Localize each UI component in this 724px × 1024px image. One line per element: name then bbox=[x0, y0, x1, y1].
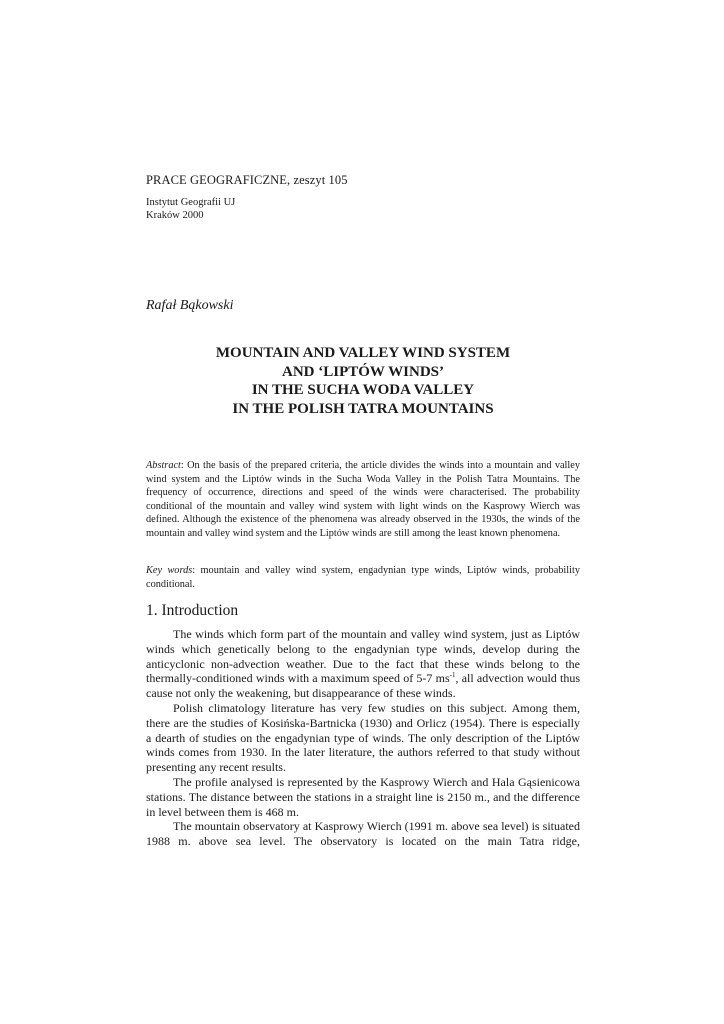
abstract-label: Abstract bbox=[146, 460, 181, 471]
title-line-3: IN THE SUCHA WODA VALLEY bbox=[251, 382, 475, 398]
author-name: Rafał Bąkowski bbox=[146, 298, 234, 313]
paragraph-3: The profile analysed is represented by the Kasprowy Wierch and Hala Gąsienicowa stations. The distance between the stations in a straight line is 2150 m., and the difference in level between them is 468 m. bbox=[146, 774, 580, 819]
abstract bbox=[146, 459, 580, 540]
title-line-2: AND ‘LIPTÓW WINDS’ bbox=[282, 363, 444, 380]
section-heading: 1. Introduction bbox=[146, 602, 239, 619]
keywords-label: Key words bbox=[146, 565, 193, 576]
journal-series: PRACE GEOGRAFICZNE, zeszyt 105 bbox=[146, 173, 348, 187]
abstract-text: : On the basis of the prepared criteria, the article divides the winds into a mountain and valley wind system and the Liptów winds in the Sucha Woda Valley in the Polish Tatra Mountains. The frequency of occurrence, directions and speed of the winds were characterised. The probability conditional of the mountain and valley wind system with light winds on the Kasprowy Wierch was defined. Although the existence of the phenomena was already observed in the 1930s, the winds of the mountain and valley wind system and the Liptów winds are still among the least known phenomena. bbox=[146, 460, 580, 539]
keywords-text: : mountain and valley wind system, engadynian type winds, Liptów winds, probability conditional. bbox=[146, 565, 580, 590]
publisher-info bbox=[146, 196, 235, 222]
unit-exponent: -1 bbox=[449, 671, 456, 680]
paragraph-1-text-b: , all advection would thus cause not only the weakening, but disappearance of these winds. bbox=[146, 671, 580, 701]
section-body bbox=[146, 627, 580, 849]
keywords bbox=[146, 564, 580, 591]
institute-name: Instytut Geografii UJ bbox=[146, 197, 236, 208]
publication-place-year: Kraków 2000 bbox=[146, 210, 204, 221]
paragraph-2: Polish climatology literature has very few studies on this subject. Among them, there are the studies of Kosińska-Bartnicka (1930) and Orlicz (1954). There is especially a dearth of studies on the engadynian type of winds. The only description of the Liptów winds comes from 1930. In the later literature, the authors referred to that study without presenting any recent results. bbox=[146, 700, 580, 775]
paper-title bbox=[146, 344, 580, 418]
paragraph-1-text-a: The winds which form part of the mountain and valley wind system, just as Liptów winds which genetically belong to the engadynian type winds, develop during the anticyclonic non-advection weather. Due to the fact that these winds belong to the thermally-conditioned winds with a maximum speed of 5-7 ms bbox=[146, 627, 580, 686]
paragraph-1 bbox=[146, 627, 580, 701]
paragraph-4: The mountain observatory at Kasprowy Wierch (1991 m. above sea level) is situated 1988 m. above sea level. The observatory is located on the main Tatra ridge, bbox=[146, 819, 580, 849]
title-line-1: MOUNTAIN AND VALLEY WIND SYSTEM bbox=[215, 345, 511, 361]
title-line-4: IN THE POLISH TATRA MOUNTAINS bbox=[232, 400, 494, 417]
